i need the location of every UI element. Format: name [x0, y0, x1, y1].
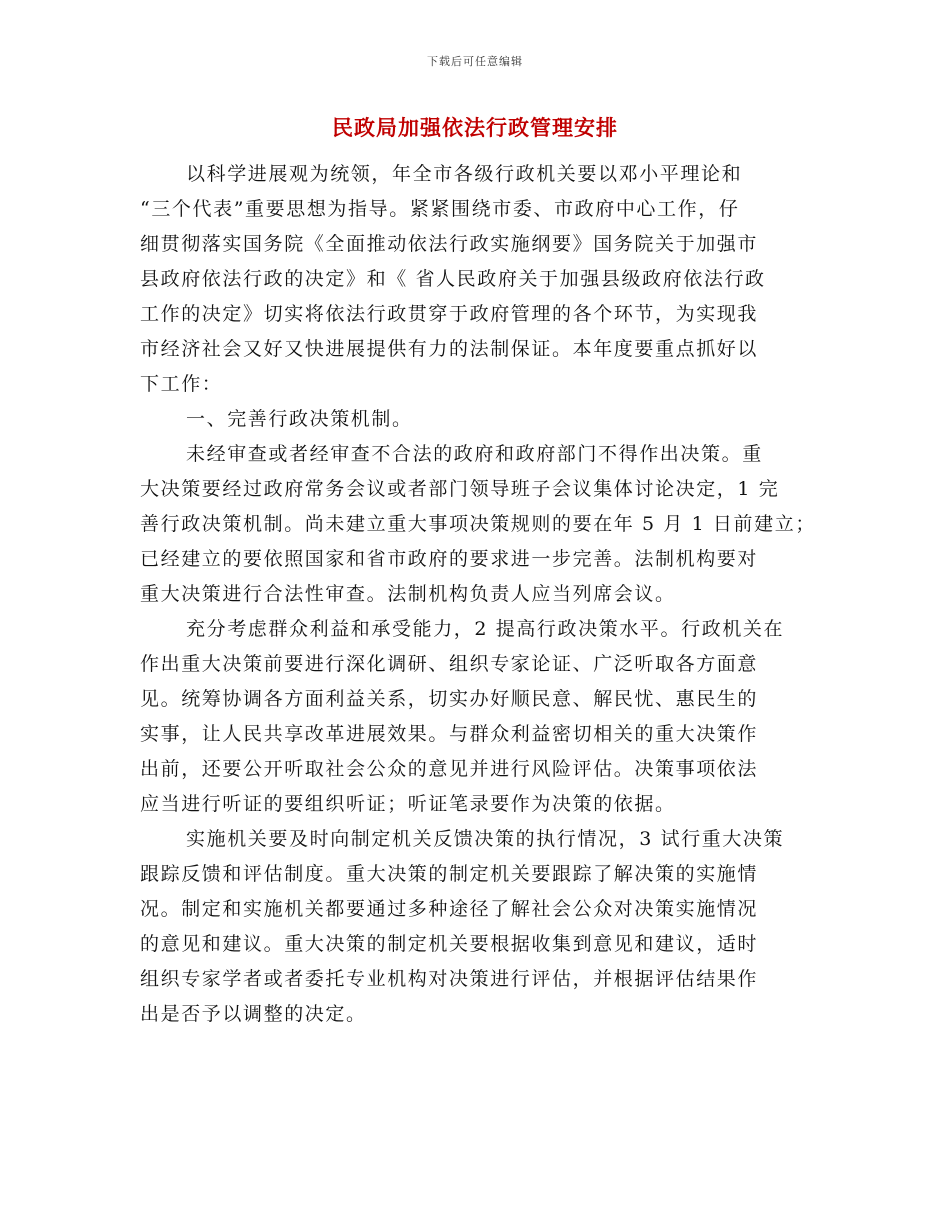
body-line: 实事，让人民共享改革进展效果。与群众利益密切相关的重大决策作 [140, 723, 759, 745]
body-line: 细贯彻落实国务院《全面推动依法行政实施纲要》国务院关于加强市 [140, 233, 759, 255]
body-line: 重大决策进行合法性审查。法制机构负责人应当列席会议。 [140, 583, 676, 605]
body-line: “三个代表”重要思想为指导。紧紧围绕市委、市政府中心工作，仔 [140, 198, 740, 220]
body-line: 出是否予以调整的决定。 [140, 1003, 367, 1025]
section-heading: 一、完善行政决策机制。 [186, 408, 413, 430]
body-line: 况。制定和实施机关都要通过多种途径了解社会公众对决策实施情况 [140, 898, 759, 920]
header-note: 下载后可任意编辑 [427, 55, 523, 68]
body-line: 县政府依法行政的决定》和《 省人民政府关于加强县级政府依法行政 [140, 268, 766, 290]
body-line: 充分考虑群众利益和承受能力，2 提高行政决策水平。行政机关在 [186, 618, 785, 640]
body-line: 市经济社会又好又快进展提供有力的法制保证。本年度要重点抓好以 [140, 338, 759, 360]
body-line: 工作的决定》切实将依法行政贯穿于政府管理的各个环节，为实现我 [140, 303, 759, 325]
body-line: 见。统筹协调各方面利益关系，切实办好顺民意、解民忧、惠民生的 [140, 688, 759, 710]
body-line: 组织专家学者或者委托专业机构对决策进行评估，并根据评估结果作 [140, 968, 759, 990]
body-line: 的意见和建议。重大决策的制定机关要根据收集到意见和建议，适时 [140, 933, 759, 955]
body-line: 实施机关要及时向制定机关反馈决策的执行情况，3 试行重大决策 [186, 828, 785, 850]
body-line: 以科学进展观为统领，年全市各级行政机关要以邓小平理论和 [186, 163, 743, 185]
body-line: 应当进行听证的要组织听证；听证笔录要作为决策的依据。 [140, 793, 676, 815]
body-line: 大决策要经过政府常务会议或者部门领导班子会议集体讨论决定，1 完 [140, 478, 780, 500]
body-line: 未经审查或者经审查不合法的政府和政府部门不得作出决策。重 [186, 443, 763, 465]
body-line: 已经建立的要依照国家和省市政府的要求进一步完善。法制机构要对 [140, 548, 759, 570]
body-line: 善行政决策机制。尚未建立重大事项决策规则的要在年 5 月 1 日前建立； [140, 513, 816, 535]
document-title: 民政局加强依法行政管理安排 [332, 116, 618, 140]
body-line: 作出重大决策前要进行深化调研、组织专家论证、广泛听取各方面意 [140, 653, 759, 675]
body-line: 出前，还要公开听取社会公众的意见并进行风险评估。决策事项依法 [140, 758, 759, 780]
document-body [140, 157, 820, 1032]
body-line: 跟踪反馈和评估制度。重大决策的制定机关要跟踪了解决策的实施情 [140, 863, 759, 885]
body-line: 下工作： [140, 373, 223, 395]
